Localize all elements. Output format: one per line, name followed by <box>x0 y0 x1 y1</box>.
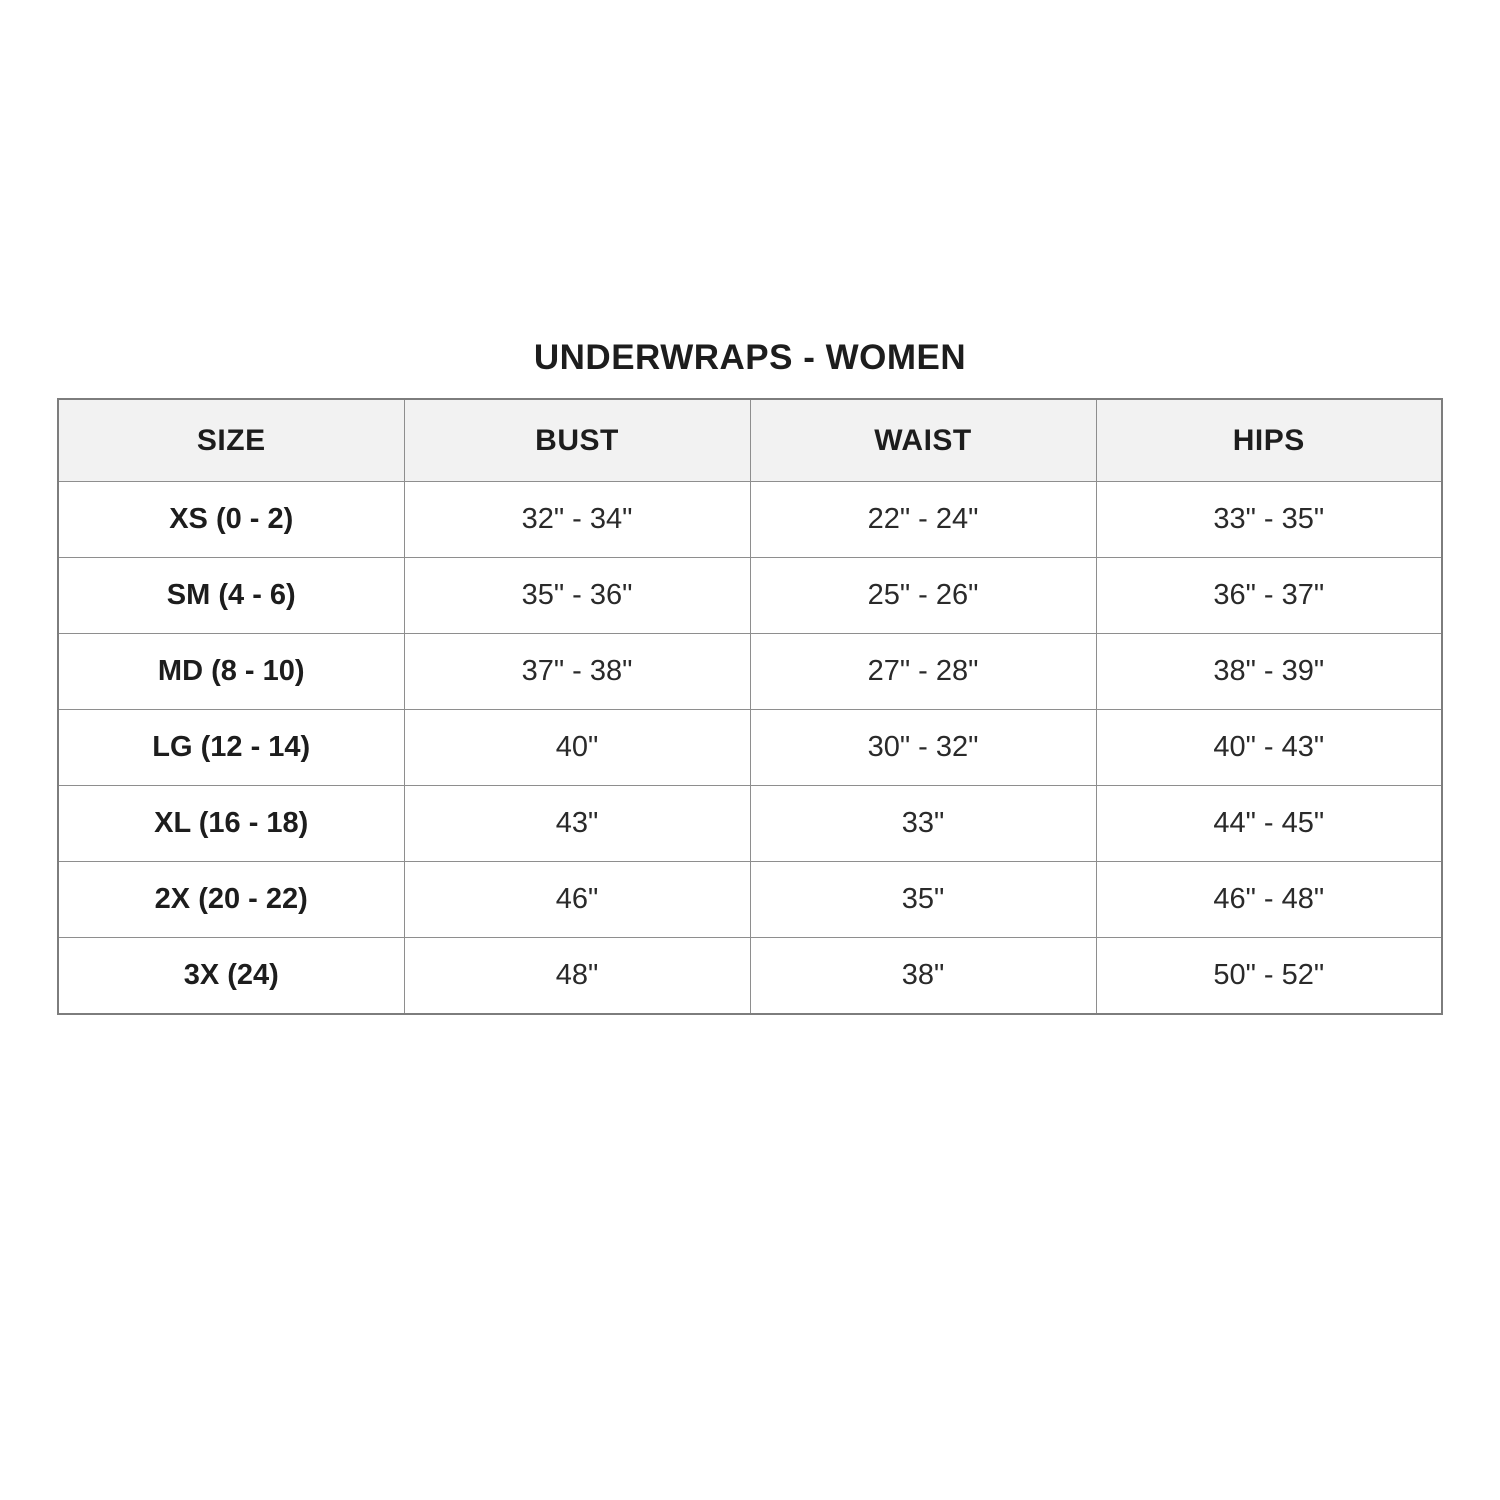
size-table <box>57 398 1443 1015</box>
cell-waist: 22" - 24" <box>750 482 1096 558</box>
cell-size: XS (0 - 2) <box>58 482 404 558</box>
cell-waist: 35" <box>750 862 1096 938</box>
cell-waist: 25" - 26" <box>750 558 1096 634</box>
cell-size: SM (4 - 6) <box>58 558 404 634</box>
header-bust: BUST <box>404 399 750 482</box>
cell-waist: 38" <box>750 938 1096 1015</box>
cell-waist: 30" - 32" <box>750 710 1096 786</box>
table-row <box>58 862 1442 938</box>
table-row <box>58 938 1442 1015</box>
cell-size: MD (8 - 10) <box>58 634 404 710</box>
cell-bust: 32" - 34" <box>404 482 750 558</box>
cell-hips: 38" - 39" <box>1096 634 1442 710</box>
header-hips: HIPS <box>1096 399 1442 482</box>
cell-hips: 40" - 43" <box>1096 710 1442 786</box>
table-header-row <box>58 399 1442 482</box>
cell-size: LG (12 - 14) <box>58 710 404 786</box>
cell-bust: 46" <box>404 862 750 938</box>
cell-hips: 46" - 48" <box>1096 862 1442 938</box>
table-row <box>58 558 1442 634</box>
table-row <box>58 634 1442 710</box>
cell-size: 3X (24) <box>58 938 404 1015</box>
cell-hips: 33" - 35" <box>1096 482 1442 558</box>
cell-bust: 48" <box>404 938 750 1015</box>
table-row <box>58 710 1442 786</box>
header-size: SIZE <box>58 399 404 482</box>
cell-bust: 40" <box>404 710 750 786</box>
cell-bust: 43" <box>404 786 750 862</box>
cell-waist: 33" <box>750 786 1096 862</box>
header-waist: WAIST <box>750 399 1096 482</box>
cell-size: XL (16 - 18) <box>58 786 404 862</box>
cell-size: 2X (20 - 22) <box>58 862 404 938</box>
cell-hips: 36" - 37" <box>1096 558 1442 634</box>
cell-bust: 37" - 38" <box>404 634 750 710</box>
cell-bust: 35" - 36" <box>404 558 750 634</box>
cell-hips: 44" - 45" <box>1096 786 1442 862</box>
cell-waist: 27" - 28" <box>750 634 1096 710</box>
cell-hips: 50" - 52" <box>1096 938 1442 1015</box>
table-row <box>58 482 1442 558</box>
table-row <box>58 786 1442 862</box>
page-title: UNDERWRAPS - WOMEN <box>533 338 967 377</box>
